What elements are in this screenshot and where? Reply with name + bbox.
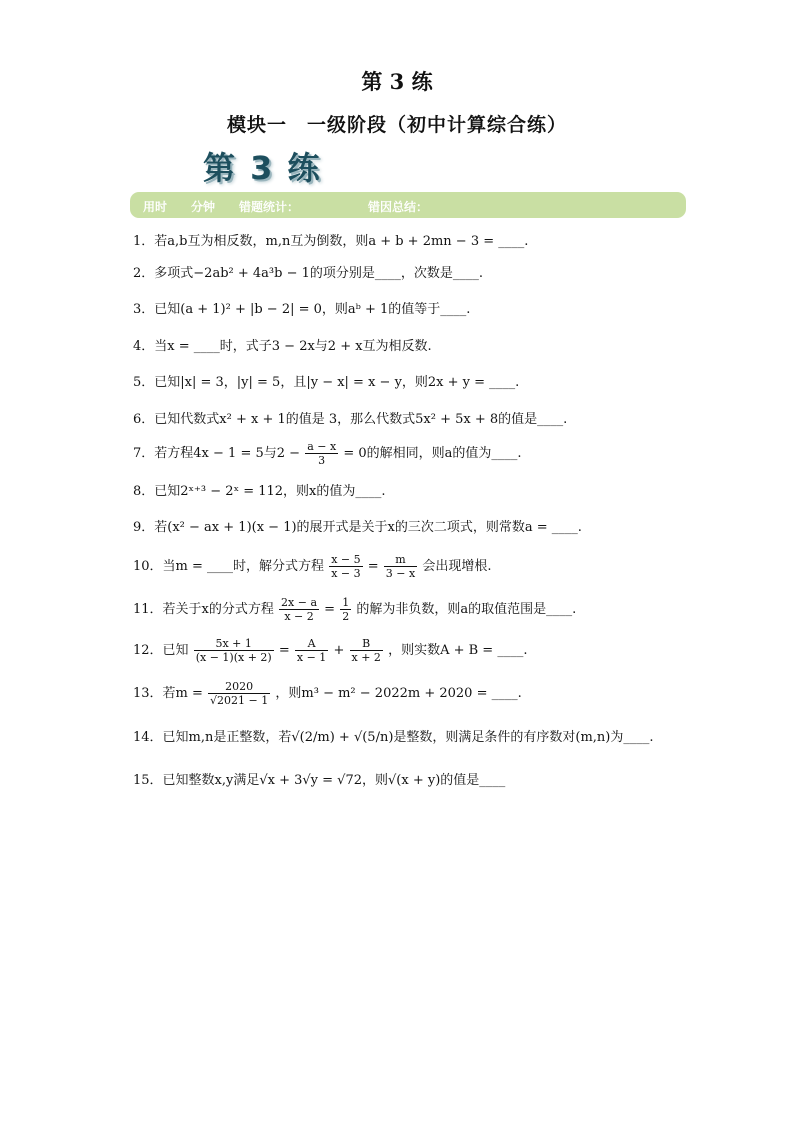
page-title: 第 3 练 [361, 69, 433, 94]
error-stats-label: 错题统计： [239, 200, 300, 214]
question-14: 14．已知m,n是正整数，若√(2/m) + √(5/n)是整数，则满足条件的有序数对(m,n)为____. [133, 730, 654, 745]
stats-bar [130, 192, 686, 218]
fraction: $\frac{B}{x + 2}$ [351, 637, 381, 664]
question-7: 7．若方程4x − 1 = 5与2 − $\frac{a - x}{3}$ = 0的解相同，则a的值为____. [133, 440, 522, 467]
decorative-title: 第 3 练 [203, 149, 322, 187]
question-6: 6．已知代数式x² + x + 1的值是 3，那么代数式5x² + 5x + 8的值是____. [133, 412, 568, 427]
question-13: 13．若m = $\frac{2020}{√2021 - 1}$ ，则m³ − m² − 2022m + 2020 = ____. [133, 680, 522, 707]
fraction: $\frac{2x - a}{x - 2}$ [281, 596, 318, 623]
question-3: 3．已知(a + 1)² + |b − 2| = 0，则aᵇ + 1的值等于____. [133, 302, 471, 317]
fraction: $\frac{A}{x - 1}$ [296, 637, 327, 664]
question-9: 9．若(x² − ax + 1)(x − 1)的展开式是关于x的三次二项式，则常数a = ____. [133, 520, 582, 535]
fraction: $\frac{m}{3 - x}$ [385, 553, 416, 580]
fraction: $\frac{a - x}{3}$ [307, 440, 337, 467]
question-2: 2．多项式−2ab² + 4a³b − 1的项分别是____，次数是____. [133, 266, 484, 281]
error-summary-label: 错因总结： [368, 200, 429, 214]
question-1: 1．若a,b互为相反数，m,n互为倒数，则a + b + 2mn − 3 = ____. [133, 234, 529, 249]
question-5: 5．已知|x| = 3，|y| = 5，且|y − x| = x − y，则2x + y = ____. [133, 375, 520, 390]
question-12: 12．已知 $\frac{5x + 1}{(x - 1)(x + 2)}$ = $\frac{A}{x - 1}$ + $\frac{B}{x + 2}$ ，则实数A + B = ____. [133, 637, 528, 664]
question-10: 10．当m = ____时，解分式方程 $\frac{x - 5}{x - 3}$ = $\frac{m}{3 - x}$ 会出现增根. [133, 553, 492, 580]
question-11: 11．若关于x的分式方程 $\frac{2x - a}{x - 2}$ = $\frac{1}{2}$ 的解为非负数，则a的取值范围是____. [133, 596, 577, 623]
question-8: 8．已知2ˣ⁺³ − 2ˣ = 112，则x的值为____. [133, 484, 386, 499]
fraction: $\frac{5x + 1}{(x - 1)(x + 2)}$ [195, 637, 272, 664]
module-title: 模块一 一级阶段（初中计算综合练） [226, 114, 567, 136]
question-4: 4．当x = ____时，式子3 − 2x与2 + x互为相反数. [133, 339, 432, 354]
time-label: 用时 [143, 200, 168, 214]
minute-label: 分钟 [191, 200, 216, 214]
fraction: $\frac{1}{2}$ [342, 596, 350, 623]
fraction: $\frac{2020}{√2021 - 1}$ [210, 680, 269, 707]
question-15: 15．已知整数x,y满足√x + 3√y = √72，则√(x + y)的值是____ [133, 773, 506, 788]
fraction: $\frac{x - 5}{x - 3}$ [331, 553, 361, 580]
